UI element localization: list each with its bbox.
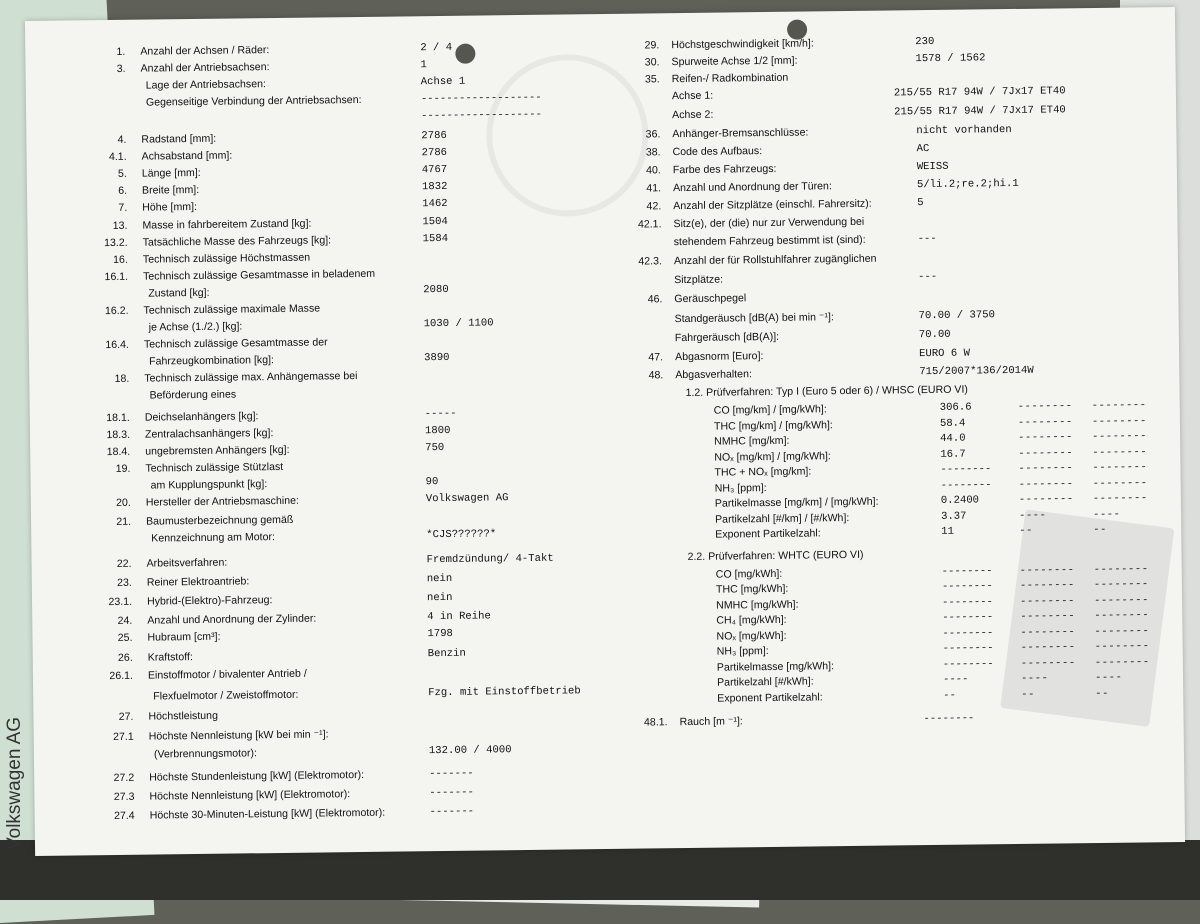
emission-col3: -------- [1092, 446, 1147, 459]
field-value: Fzg. mit Einstoffbetrieb [428, 685, 581, 699]
field-number: 16. [68, 254, 128, 267]
field-number: 7. [67, 202, 127, 215]
field-label: Radstand [mm]: [141, 133, 216, 146]
field-value: ------- [430, 806, 475, 819]
field-value: 750 [425, 442, 444, 454]
field-value: 4767 [422, 164, 448, 176]
field-value: nein [427, 573, 453, 585]
emission-value: -------- [943, 658, 994, 671]
field-value: ------------------- [421, 92, 542, 105]
field-label: Anzahl und Anordnung der Türen: [673, 180, 832, 194]
field-label: Anzahl der Antriebsachsen: [140, 61, 269, 75]
field-number: 6. [67, 185, 127, 198]
field-label: Deichselanhängers [kg]: [145, 410, 259, 423]
field-label: Farbe des Fahrzeugs: [673, 163, 777, 176]
emission-value: 11 [941, 526, 954, 538]
field-value: 715/2007*136/2014W [919, 365, 1034, 378]
field-number: 4. [66, 134, 126, 147]
field-label: Technisch zulässige Gesamtmasse der [144, 336, 328, 350]
emission-col2: -------- [1020, 610, 1075, 623]
emission-value: 306.6 [940, 402, 972, 414]
field-value: 230 [915, 36, 934, 48]
emission-col3: -------- [1092, 399, 1147, 412]
field-value: 2 / 4 [420, 42, 452, 54]
field-number: 27.2 [74, 772, 134, 785]
field-label: Technisch zulässige Gesamtmasse in beladenem [143, 268, 375, 283]
emission-label: Partikelmasse [mg/kWh]: [717, 660, 834, 673]
emission-value: -------- [942, 596, 993, 609]
field-value: ----- [425, 408, 457, 420]
field-label: Höchstgeschwindigkeit [km/h]: [671, 37, 814, 51]
field-label: Hersteller der Antriebsmaschine: [146, 495, 299, 509]
field-number: 35. [626, 73, 660, 85]
field-number: 29. [625, 39, 659, 51]
emission-label: CO [mg/km] / [mg/kWh]: [714, 403, 827, 416]
emission-col2: -- [1019, 525, 1033, 537]
field-number [74, 749, 134, 750]
field-number: 1. [65, 46, 125, 59]
field-label: Technisch zulässige Höchstmassen [143, 252, 310, 266]
field-label: Höhe [mm]: [142, 201, 197, 214]
field-number: 27.4 [75, 810, 135, 823]
emission-col2: -------- [1020, 564, 1075, 577]
emission-value: -------- [942, 565, 993, 578]
emission-col2: -------- [1018, 447, 1073, 460]
field-number: 46. [628, 293, 662, 305]
emission-col2: -------- [1020, 595, 1075, 608]
field-value: Benzin [428, 648, 466, 660]
field-label: Achsabstand [mm]: [142, 150, 233, 163]
emission-col3: -------- [1094, 609, 1149, 622]
emission-value: ---- [943, 674, 969, 686]
field-value: 1832 [422, 181, 448, 193]
field-value: 90 [426, 476, 439, 488]
field-value: AC [917, 143, 930, 155]
field-label: Reiner Elektroantrieb: [147, 575, 250, 588]
field-value: 2786 [421, 130, 447, 142]
field-value: ------- [429, 787, 474, 800]
field-label: Anzahl der für Rollstuhlfahrer zugänglichen [674, 253, 877, 267]
emission-value: -------- [942, 611, 993, 624]
field-value: 1798 [427, 628, 453, 640]
field-value: 132.00 / 4000 [429, 744, 512, 757]
document-sheet [25, 7, 1185, 856]
emission-value: -------- [941, 479, 992, 492]
emission-col3: -------- [1092, 461, 1147, 474]
field-label: Breite [mm]: [142, 184, 199, 197]
field-number: 18. [69, 373, 129, 386]
field-label: Arbeitsverfahren: [147, 557, 228, 570]
field-label: ungebremsten Anhängers [kg]: [145, 444, 289, 458]
field-number: 30. [625, 56, 659, 68]
field-number: 24. [72, 615, 132, 628]
field-value: 5 [917, 197, 924, 209]
field-number: 18.4. [70, 446, 130, 459]
field-value: 1462 [422, 198, 448, 210]
emission-col2: -------- [1018, 400, 1073, 413]
field-number [68, 288, 128, 289]
field-number: 5. [67, 168, 127, 181]
emission-col3: -------- [1094, 578, 1149, 591]
field-number: 42.3. [628, 255, 662, 267]
emission-value: -------- [942, 580, 993, 593]
field-number: 25. [72, 632, 132, 645]
emission-value: -------- [942, 627, 993, 640]
emission-col2: -------- [1018, 462, 1073, 475]
field-number: 16.1. [68, 271, 128, 284]
field-value: 1 [420, 59, 427, 71]
field-number: 36. [626, 128, 660, 140]
test-title-label: 1.2. Prüfverfahren: Typ I (Euro 5 oder 6) / WHSC (EURO VI) [685, 384, 968, 399]
field-number: 18.1. [70, 412, 130, 425]
emission-label: THC [mg/km] / [mg/kWh]: [714, 419, 833, 432]
field-value: 1584 [423, 233, 449, 245]
field-label: Achse 2: [672, 109, 713, 122]
field-label: Hybrid-(Elektro)-Fahrzeug: [147, 594, 273, 608]
field-value: 4 in Reihe [427, 610, 491, 623]
emission-label: THC + NOₓ [mg/km]: [714, 465, 811, 478]
emission-label: Partikelmasse [mg/km] / [mg/kWh]: [715, 496, 879, 510]
field-label: Beförderung eines [149, 389, 236, 402]
field-label: Rauch [m ⁻¹]: [679, 715, 742, 728]
field-value: 1030 / 1100 [424, 317, 494, 330]
field-label: Abgasverhalten: [675, 368, 752, 381]
field-label: Tatsächliche Masse des Fahrzeugs [kg]: [143, 234, 332, 248]
emission-col2: -------- [1020, 626, 1075, 639]
field-number [69, 390, 129, 391]
field-value: 70.00 / 3750 [919, 309, 995, 322]
field-number [71, 480, 131, 481]
field-value: 2786 [422, 147, 448, 159]
emission-col2: -------- [1020, 579, 1075, 592]
field-number [66, 114, 126, 115]
field-number: 48.1. [633, 716, 667, 728]
field-number: 48. [629, 369, 663, 381]
field-row [633, 710, 1173, 735]
field-label: Technisch zulässige Stützlast [145, 461, 283, 475]
emission-col3: -- [1095, 687, 1109, 699]
field-label: Code des Aufbaus: [673, 145, 763, 158]
emission-label: Partikelzahl [#/kWh]: [717, 675, 814, 688]
emission-col3: -------- [1093, 477, 1148, 490]
emission-col3: ---- [1095, 672, 1123, 684]
side-caption: Volkswagen AG [4, 717, 26, 850]
emission-label: NOₓ [mg/kWh]: [716, 629, 786, 642]
field-value: EURO 6 W [919, 348, 970, 361]
field-label: Masse in fahrbereitem Zustand [kg]: [142, 218, 311, 232]
emission-col2: -------- [1021, 657, 1076, 670]
field-label: Abgasnorm [Euro]: [675, 350, 763, 363]
field-label: Technisch zulässige max. Anhängemasse bei [144, 370, 357, 385]
field-value: --- [918, 233, 937, 245]
field-number: 27.1 [74, 731, 134, 744]
field-number: 19. [70, 463, 130, 476]
field-number: 23.1. [72, 596, 132, 609]
field-label: Fahrzeugkombination [kg]: [149, 354, 274, 368]
field-value: 70.00 [919, 329, 951, 341]
field-number: 47. [629, 351, 663, 363]
field-label: Sitzplätze: [674, 274, 723, 287]
emission-col2: ---- [1019, 509, 1047, 521]
emission-col2: -------- [1019, 493, 1074, 506]
field-label: (Verbrennungsmotor): [154, 747, 257, 760]
field-label: Anzahl und Anordnung der Zylinder: [147, 613, 316, 627]
field-label: Baumusterbezeichnung gemäß [146, 514, 293, 528]
emission-col3: -- [1093, 524, 1107, 536]
field-number [73, 691, 133, 692]
field-value: nicht vorhanden [916, 124, 1011, 137]
emission-col3: ---- [1093, 508, 1121, 520]
field-value: 1504 [422, 216, 448, 228]
field-value: ------- [429, 768, 474, 781]
field-number: 38. [627, 146, 661, 158]
field-number: 3. [65, 63, 125, 76]
field-value: Achse 1 [421, 76, 466, 89]
emission-value: 58.4 [940, 417, 966, 429]
field-label: je Achse (1./2.) [kg]: [149, 320, 243, 333]
field-number: 40. [627, 164, 661, 176]
field-label: Achse 1: [672, 90, 713, 103]
field-value: WEISS [917, 161, 949, 173]
emission-label: CH₄ [mg/kWh]: [716, 614, 786, 627]
emission-col3: -------- [1095, 640, 1150, 653]
emission-col2: -------- [1021, 641, 1076, 654]
field-value: 215/55 R17 94W / 7Jx17 ET40 [894, 85, 1066, 99]
emission-col3: -------- [1093, 492, 1148, 505]
emission-label: NMHC [mg/kWh]: [716, 598, 799, 611]
field-label: Zustand [kg]: [148, 287, 209, 300]
field-label: Kennzeichnung am Motor: [151, 531, 275, 545]
field-label: Höchste Nennleistung [kW] (Elektromotor): [149, 788, 350, 802]
emission-col2: -------- [1018, 416, 1073, 429]
field-number: 16.2. [68, 305, 128, 318]
field-label: Höchste Nennleistung [kW bei min ⁻¹]: [149, 728, 329, 742]
emission-value: -- [943, 689, 956, 701]
field-number: 42.1. [627, 218, 661, 230]
field-label: Höchste Stundenleistung [kW] (Elektromotor): [149, 769, 364, 784]
field-label: Sitz(e), der (die) nur zur Verwendung bei [673, 216, 864, 230]
field-label: Fahrgeräusch [dB(A)]: [675, 331, 779, 344]
field-value: -------- [923, 713, 974, 726]
field-label: am Kupplungspunkt [kg]: [151, 478, 268, 491]
field-number [71, 533, 131, 534]
field-number: 13.2. [68, 237, 128, 250]
emission-label: NOₓ [mg/km] / [mg/kWh]: [714, 450, 831, 463]
field-value: 2080 [423, 284, 449, 296]
field-number: 27.3 [74, 791, 134, 804]
field-value: nein [427, 592, 453, 604]
test-title-label: 2.2. Prüfverfahren: WHTC (EURO VI) [687, 548, 863, 562]
field-label: Höchste 30-Minuten-Leistung [kW] (Elektromotor): [150, 807, 386, 822]
emission-value: -------- [940, 463, 991, 476]
emission-label: NMHC [mg/km]: [714, 435, 789, 448]
field-number: 26.1. [73, 670, 133, 683]
emission-col2: -------- [1019, 478, 1074, 491]
field-label: Anzahl der Sitzplätze (einschl. Fahrersitz): [673, 198, 872, 212]
field-number: 41. [627, 182, 661, 194]
emission-col3: -------- [1092, 430, 1147, 443]
right-column [625, 33, 1173, 735]
field-label: Kraftstoff: [148, 651, 193, 664]
field-value: 1800 [425, 425, 451, 437]
field-value: 3890 [424, 352, 450, 364]
emission-label: NH₃ [ppm]: [715, 482, 767, 495]
field-value: ------------------- [421, 109, 542, 122]
field-number: 42. [627, 200, 661, 212]
field-label: Länge [mm]: [142, 167, 201, 180]
field-value: 215/55 R17 94W / 7Jx17 ET40 [894, 104, 1066, 118]
field-value: 1578 / 1562 [915, 52, 985, 65]
left-column [65, 40, 635, 830]
field-value: Fremdzündung/ 4-Takt [426, 553, 553, 567]
emission-label: Exponent Partikelzahl: [717, 691, 823, 704]
field-label: Flexfuelmotor / Zweistoffmotor: [153, 689, 298, 703]
field-value: Volkswagen AG [426, 492, 509, 505]
field-number [69, 356, 129, 357]
emission-value: 44.0 [940, 433, 966, 445]
field-label: Reifen-/ Radkombination [672, 72, 789, 85]
field-label: Hubraum [cm³]: [147, 631, 220, 644]
field-number: 21. [71, 516, 131, 529]
emission-col3: -------- [1094, 563, 1149, 576]
field-label: Zentralachsanhängers [kg]: [145, 427, 274, 441]
emission-value: 3.37 [941, 510, 967, 522]
field-number [66, 80, 126, 81]
field-value: *CJS??????* [426, 528, 496, 541]
field-label: Gegenseitige Verbindung der Antriebsachsen: [146, 94, 362, 109]
emission-label: NH₃ [ppm]: [717, 645, 769, 658]
emission-value: -------- [943, 642, 994, 655]
field-number: 23. [72, 577, 132, 590]
field-label: Einstoffmotor / bivalenter Antrieb / [148, 668, 307, 682]
field-label: Spurweite Achse 1/2 [mm]: [671, 55, 797, 69]
field-value: 5/li.2;re.2;hi.1 [917, 178, 1019, 191]
field-label: Technisch zulässige maximale Masse [143, 302, 320, 316]
field-number: 16.4. [69, 339, 129, 352]
field-label: Anzahl der Achsen / Räder: [140, 44, 269, 58]
emission-value: 16.7 [940, 448, 966, 460]
field-number: 18.3. [70, 429, 130, 442]
emission-col3: -------- [1094, 594, 1149, 607]
emission-col2: -- [1021, 688, 1035, 700]
emission-label: Exponent Partikelzahl: [715, 527, 821, 540]
field-number: 22. [72, 558, 132, 571]
field-value: --- [918, 271, 937, 283]
field-label: stehendem Fahrzeug bestimmt ist (sind): [674, 234, 866, 248]
emission-col3: -------- [1094, 625, 1149, 638]
emission-label: Partikelzahl [#/km] / [#/kWh]: [715, 512, 849, 526]
field-number: 27. [73, 711, 133, 724]
emission-label: CO [mg/kWh]: [716, 567, 783, 580]
emission-value: 0.2400 [941, 494, 979, 506]
field-label: Lage der Antriebsachsen: [146, 78, 266, 91]
field-label: Anhänger-Bremsanschlüsse: [672, 126, 808, 140]
field-number: 13. [67, 220, 127, 233]
emission-col2: -------- [1018, 431, 1073, 444]
field-number: 26. [73, 652, 133, 665]
emission-col2: ---- [1021, 673, 1049, 685]
field-number: 4.1. [67, 151, 127, 164]
field-label: Standgeräusch [dB(A) bei min ⁻¹]: [675, 311, 834, 325]
emission-label: THC [mg/kWh]: [716, 583, 789, 596]
field-label: Geräuschpegel [674, 292, 746, 305]
field-label: Höchstleistung [148, 710, 218, 723]
field-number [66, 97, 126, 98]
field-number [69, 322, 129, 323]
emission-col3: -------- [1095, 656, 1150, 669]
emission-col3: -------- [1092, 415, 1147, 428]
field-number: 20. [71, 497, 131, 510]
